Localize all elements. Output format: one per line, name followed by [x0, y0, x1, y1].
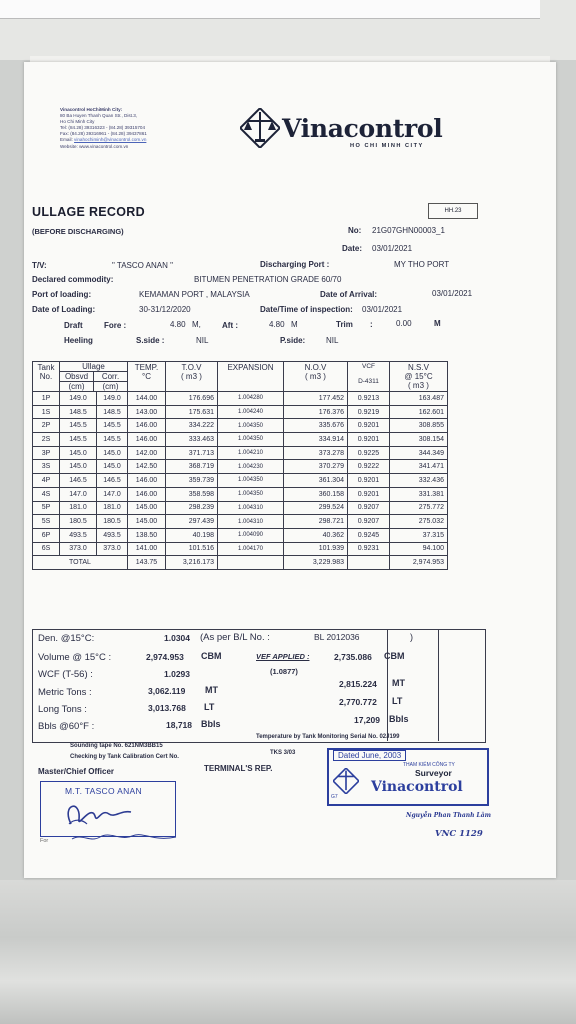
vef-metric-tons-unit: MT — [392, 678, 405, 688]
ullage-table — [32, 361, 448, 570]
nov-cell: 176.376 — [284, 405, 348, 419]
tov-cell: 358.598 — [166, 487, 218, 501]
calibration-note: Checking by Tank Calibration Cert No. — [70, 754, 179, 760]
nov-cell: 335.676 — [284, 419, 348, 433]
tank-cell: 2P — [33, 419, 60, 433]
corr-ullage-cell: 181.0 — [97, 501, 128, 515]
table-row — [33, 446, 448, 460]
loading-port-label: Port of loading: — [32, 290, 92, 299]
stamp-scribble-icon — [70, 831, 180, 845]
stamp-g7: G7 — [331, 794, 338, 800]
table-total-row — [33, 556, 448, 570]
corr-ullage-cell: 147.0 — [97, 487, 128, 501]
commodity-value: BITUMEN PENETRATION GRADE 60/70 — [194, 275, 342, 284]
commodity-label: Declared commodity: — [32, 275, 114, 284]
discharging-port-value: MY THO PORT — [394, 260, 450, 269]
corr-ullage-cell: 145.5 — [97, 419, 128, 433]
fore-value: 4.80 — [170, 320, 186, 329]
tank-cell: 3P — [33, 446, 60, 460]
nov-cell: 360.158 — [284, 487, 348, 501]
corr-ullage-cell: 146.5 — [97, 474, 128, 488]
fore-label: Fore : — [104, 321, 127, 330]
tov-cell: 368.719 — [166, 460, 218, 474]
stamp-company-name: Vinacontrol — [371, 779, 463, 795]
nov-cell: 361.304 — [284, 474, 348, 488]
ship-stamp-text: M.T. TASCO ANAN — [65, 786, 142, 796]
header-nsv: N.S.V @ 15°C ( m3 ) — [390, 362, 448, 392]
doc-number-label: No: — [348, 226, 362, 235]
nsv-cell: 341.471 — [390, 460, 448, 474]
nov-cell: 177.452 — [284, 392, 348, 406]
corr-ullage-cell: 180.5 — [97, 515, 128, 529]
summary-box — [32, 629, 486, 743]
total-nov: 3,229.983 — [284, 556, 348, 570]
obsvd-ullage-cell: 148.5 — [60, 405, 97, 419]
trim-unit: M — [434, 319, 441, 328]
terminal-rep-label: TERMINAL'S REP. — [204, 764, 273, 773]
vcf-cell: 0.9207 — [348, 515, 390, 529]
vef-barrels-value: 17,209 — [354, 715, 380, 725]
nov-cell: 101.939 — [284, 542, 348, 556]
nov-cell: 298.721 — [284, 515, 348, 529]
vef-volume-unit: CBM — [384, 651, 405, 661]
email-label: Email: — [60, 137, 73, 143]
temp-cell: 145.00 — [128, 515, 166, 529]
form-code-box: HH.23 — [428, 203, 478, 219]
pside-label: P.side: — [280, 336, 306, 345]
tov-cell: 175.631 — [166, 405, 218, 419]
vinacontrol-scale-logo-icon — [240, 108, 280, 148]
vcf-cell: 0.9201 — [348, 433, 390, 447]
total-vcf — [348, 556, 390, 570]
temp-cell: 142.50 — [128, 460, 166, 474]
stamp-scale-logo-icon — [333, 768, 359, 794]
ship-stamp — [40, 781, 176, 837]
barrels-label: Bbls @60°F : — [38, 721, 95, 732]
tank-cell: 2S — [33, 433, 60, 447]
tank-cell: 6S — [33, 542, 60, 556]
nsv-cell: 344.349 — [390, 446, 448, 460]
obsvd-ullage-cell: 145.0 — [60, 460, 97, 474]
temp-cell: 142.00 — [128, 446, 166, 460]
expansion-cell: 1.004240 — [218, 405, 284, 419]
nsv-cell: 308.855 — [390, 419, 448, 433]
trim-label: Trim — [336, 320, 353, 329]
temp-cell: 143.00 — [128, 405, 166, 419]
bl-number: BL 2012036 — [314, 632, 360, 642]
aft-label: Aft : — [222, 321, 238, 330]
tov-cell: 359.739 — [166, 474, 218, 488]
loading-port-value: KEMAMAN PORT , MALAYSIA — [139, 290, 250, 299]
vcf-cell: 0.9201 — [348, 419, 390, 433]
total-nsv: 2,974.953 — [390, 556, 448, 570]
draft-label: Draft — [64, 321, 83, 330]
nov-cell: 373.278 — [284, 446, 348, 460]
nov-cell: 299.524 — [284, 501, 348, 515]
vcf-cell: 0.9231 — [348, 542, 390, 556]
address-line: Vinacontrol HoChiMinh City: — [60, 107, 123, 112]
master-signature-icon — [51, 794, 141, 834]
expansion-cell: 1.004230 — [218, 460, 284, 474]
company-logo-text: Vinacontrol — [282, 114, 443, 143]
aft-value: 4.80 — [269, 320, 285, 329]
tov-cell: 298.239 — [166, 501, 218, 515]
expansion-cell: 1.004310 — [218, 501, 284, 515]
tv-label: T/V: — [32, 261, 47, 270]
corr-ullage-cell: 373.0 — [97, 542, 128, 556]
table-row — [33, 433, 448, 447]
volume-label: Volume @ 15°C : — [38, 652, 112, 663]
header-temp: TEMP. °C — [128, 362, 166, 392]
table-row — [33, 419, 448, 433]
nov-cell: 40.362 — [284, 528, 348, 542]
obsvd-ullage-cell: 145.0 — [60, 446, 97, 460]
surveyor-label: Surveyor — [415, 768, 452, 778]
sside-value: NIL — [196, 336, 209, 345]
table-row — [33, 460, 448, 474]
total-tov: 3,216.173 — [166, 556, 218, 570]
long-tons-label: Long Tons : — [38, 704, 87, 715]
inspection-date-label: Date/Time of inspection: — [260, 305, 353, 314]
tank-cell: 6P — [33, 528, 60, 542]
vcf-cell: 0.9201 — [348, 487, 390, 501]
fore-unit: M, — [192, 320, 201, 329]
surveyor-id: VNC 1129 — [435, 829, 483, 839]
obsvd-ullage-cell: 373.0 — [60, 542, 97, 556]
corr-ullage-cell: 493.5 — [97, 528, 128, 542]
expansion-cell: 1.004280 — [218, 392, 284, 406]
document-subtitle: (BEFORE DISCHARGING) — [32, 227, 124, 236]
sounding-tape-note: Sounding tape No. 621NM3BB15 — [70, 743, 163, 749]
table-row — [33, 515, 448, 529]
tv-value: " TASCO ANAN " — [112, 261, 173, 270]
tov-cell: 176.696 — [166, 392, 218, 406]
obsvd-ullage-cell: 493.5 — [60, 528, 97, 542]
volume-unit: CBM — [201, 651, 222, 661]
corr-ullage-cell: 149.0 — [97, 392, 128, 406]
tank-cell: 3S — [33, 460, 60, 474]
surveyor-name: Nguyễn Phan Thanh Lâm — [406, 812, 491, 819]
ullage-record-sheet — [24, 62, 556, 878]
nsv-cell: 162.601 — [390, 405, 448, 419]
tank-cell: 4S — [33, 487, 60, 501]
nsv-cell: 331.381 — [390, 487, 448, 501]
metric-tons-label: Metric Tons : — [38, 687, 92, 698]
barrels-value: 18,718 — [166, 720, 192, 730]
expansion-cell: 1.004350 — [218, 433, 284, 447]
header-nov: N.O.V ( m3 ) — [284, 362, 348, 392]
nsv-cell: 308.154 — [390, 433, 448, 447]
expansion-cell: 1.004090 — [218, 528, 284, 542]
tks-note: TKS 3/03 — [270, 750, 296, 756]
doc-date-value: 03/01/2021 — [372, 244, 413, 253]
tov-cell: 334.222 — [166, 419, 218, 433]
long-tons-unit: LT — [204, 702, 215, 712]
nsv-cell: 275.032 — [390, 515, 448, 529]
vcf-cell: 0.9213 — [348, 392, 390, 406]
nsv-cell: 37.315 — [390, 528, 448, 542]
temp-cell: 138.50 — [128, 528, 166, 542]
expansion-cell: 1.004350 — [218, 419, 284, 433]
vef-factor: (1.0877) — [270, 667, 298, 676]
header-expansion: EXPANSION — [218, 362, 284, 392]
corr-ullage-cell: 145.0 — [97, 446, 128, 460]
arrival-date-value: 03/01/2021 — [432, 289, 473, 298]
tank-cell: 5P — [33, 501, 60, 515]
header-tank: Tank No. — [33, 362, 60, 392]
temp-cell: 144.00 — [128, 392, 166, 406]
density-label: Den. @15°C: — [38, 633, 95, 644]
address-line: Tel: (84.28) 39316323 - (84.28) 39315704 — [60, 125, 146, 131]
corr-ullage-cell: 145.0 — [97, 460, 128, 474]
table-row — [33, 405, 448, 419]
bl-close: ) — [410, 632, 413, 642]
tank-cell: 1P — [33, 392, 60, 406]
header-tov: T.O.V ( m3 ) — [166, 362, 218, 392]
tank-cell: 1S — [33, 405, 60, 419]
nov-cell: 370.279 — [284, 460, 348, 474]
temp-cell: 146.00 — [128, 433, 166, 447]
background-plastic-bag — [0, 880, 576, 1024]
tank-monitoring-note: Temperature by Tank Monitoring Serial No. 02J199 — [256, 734, 400, 740]
header-vcf: VCF D-4311 — [348, 362, 390, 392]
table-row — [33, 474, 448, 488]
loading-date-label: Date of Loading: — [32, 305, 96, 314]
doc-number-value: 21G07GHN00003_1 — [372, 226, 445, 235]
volume-value: 2,974.953 — [146, 652, 184, 662]
heeling-label: Heeling — [64, 336, 93, 345]
company-logo-city: HO CHI MINH CITY — [350, 143, 424, 149]
total-label: TOTAL — [33, 556, 128, 570]
document-title: ULLAGE RECORD — [32, 205, 145, 219]
expansion-cell: 1.004350 — [218, 487, 284, 501]
corr-ullage-cell: 145.5 — [97, 433, 128, 447]
barrels-unit: Bbls — [201, 719, 221, 729]
wcf-value: 1.0293 — [164, 669, 190, 679]
sside-label: S.side : — [136, 336, 165, 345]
aft-unit: M — [291, 320, 298, 329]
metric-tons-unit: MT — [205, 685, 218, 695]
nsv-cell: 163.487 — [390, 392, 448, 406]
tov-cell: 101.516 — [166, 542, 218, 556]
long-tons-value: 3,013.768 — [148, 703, 186, 713]
obsvd-ullage-cell: 180.5 — [60, 515, 97, 529]
expansion-cell: 1.004170 — [218, 542, 284, 556]
tov-cell: 333.463 — [166, 433, 218, 447]
vcf-cell: 0.9222 — [348, 460, 390, 474]
master-label: Master/Chief Officer — [38, 767, 115, 776]
tov-cell: 371.713 — [166, 446, 218, 460]
nsv-cell: 332.436 — [390, 474, 448, 488]
temp-cell: 145.00 — [128, 501, 166, 515]
vef-volume-value: 2,735.086 — [334, 652, 372, 662]
vcf-cell: 0.9207 — [348, 501, 390, 515]
vef-barrels-unit: Bbls — [389, 714, 409, 724]
trim-value: 0.00 — [396, 319, 412, 328]
tov-cell: 40.198 — [166, 528, 218, 542]
obsvd-ullage-cell: 181.0 — [60, 501, 97, 515]
loading-date-value: 30-31/12/2020 — [139, 305, 191, 314]
table-row — [33, 487, 448, 501]
corr-ullage-cell: 148.5 — [97, 405, 128, 419]
table-row — [33, 542, 448, 556]
website-line: Website: www.vinacontrol.com.vn — [60, 143, 129, 149]
address-line: 80 Ba Huyen Thanh Quan Str., Dist.3, — [60, 113, 138, 119]
inspection-date-value: 03/01/2021 — [362, 305, 403, 314]
temp-cell: 141.00 — [128, 542, 166, 556]
vcf-cell: 0.9245 — [348, 528, 390, 542]
table-header-row — [33, 362, 448, 392]
doc-date-label: Date: — [342, 244, 363, 253]
obsvd-ullage-cell: 149.0 — [60, 392, 97, 406]
metric-tons-value: 3,062.119 — [148, 686, 186, 696]
table-row — [33, 528, 448, 542]
background-paper-strip — [0, 0, 540, 19]
temp-cell: 146.00 — [128, 419, 166, 433]
nov-cell: 334.914 — [284, 433, 348, 447]
vcf-cell: 0.9225 — [348, 446, 390, 460]
density-note: (As per B/L No. : — [200, 632, 270, 643]
discharging-port-label: Discharging Port : — [260, 260, 330, 269]
total-exp — [218, 556, 284, 570]
obsvd-ullage-cell: 145.5 — [60, 419, 97, 433]
trim-colon: : — [370, 320, 373, 329]
wcf-label: WCF (T-56) : — [38, 669, 93, 680]
expansion-cell: 1.004310 — [218, 515, 284, 529]
vef-applied-label: VEF APPLIED : — [256, 652, 310, 661]
density-value: 1.0304 — [164, 633, 190, 643]
header-ullage: Ullage Obsvd Corr. (cm) (cm) — [60, 362, 128, 392]
vcf-cell: 0.9201 — [348, 474, 390, 488]
company-address — [60, 107, 250, 150]
address-line: Fax: (84.28) 39316961 - (84.28) 39437861 — [60, 131, 147, 137]
tank-cell: 5S — [33, 515, 60, 529]
summary-divider — [387, 629, 388, 741]
temp-cell: 146.00 — [128, 474, 166, 488]
expansion-cell: 1.004210 — [218, 446, 284, 460]
address-line: Ho Chi Minh City — [60, 119, 95, 125]
vcf-cell: 0.9219 — [348, 405, 390, 419]
table-row — [33, 392, 448, 406]
vef-metric-tons-value: 2,815.224 — [339, 679, 377, 689]
nsv-cell: 94.100 — [390, 542, 448, 556]
stamp-dated: Dated June, 2003 — [333, 750, 406, 761]
vef-long-tons-value: 2,770.772 — [339, 697, 377, 707]
table-row — [33, 501, 448, 515]
pside-value: NIL — [326, 336, 339, 345]
tov-cell: 297.439 — [166, 515, 218, 529]
vef-long-tons-unit: LT — [392, 696, 403, 706]
arrival-date-label: Date of Arrival: — [320, 290, 378, 299]
surveyor-stamp — [327, 748, 489, 806]
tank-cell: 4P — [33, 474, 60, 488]
summary-divider — [438, 629, 439, 741]
obsvd-ullage-cell: 146.5 — [60, 474, 97, 488]
for-label: For — [40, 838, 49, 844]
stamp-small-text: THAM KIỂM CÔNG TY — [403, 762, 455, 768]
expansion-cell: 1.004350 — [218, 474, 284, 488]
email-link[interactable]: vinahochiminh@vinacontrol.com.vn — [74, 137, 147, 143]
obsvd-ullage-cell: 145.5 — [60, 433, 97, 447]
obsvd-ullage-cell: 147.0 — [60, 487, 97, 501]
temp-cell: 146.00 — [128, 487, 166, 501]
total-temp: 143.75 — [128, 556, 166, 570]
nsv-cell: 275.772 — [390, 501, 448, 515]
